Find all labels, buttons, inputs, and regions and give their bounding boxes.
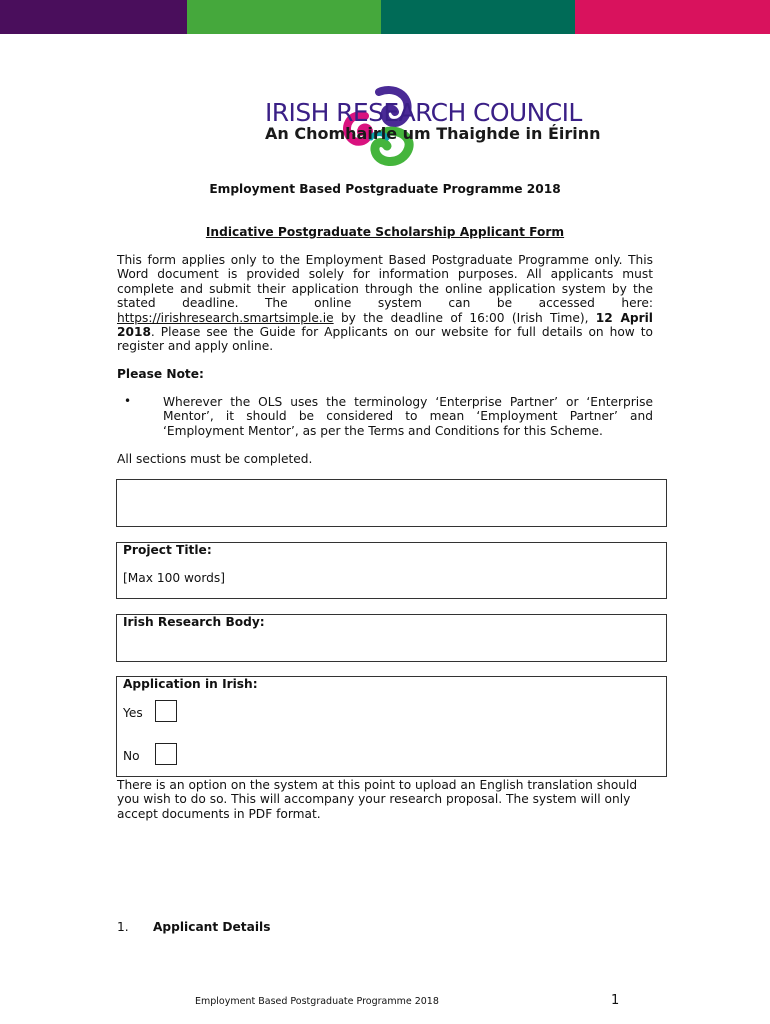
bullet-icon: • bbox=[124, 394, 132, 408]
page-title: Employment Based Postgraduate Programme 2018 bbox=[209, 182, 561, 196]
irish-application-box bbox=[116, 676, 667, 777]
logo-title: IRISH RESEARCH COUNCIL bbox=[265, 98, 582, 127]
footer-text: Employment Based Postgraduate Programme 2018 bbox=[195, 996, 439, 1007]
page-number: 1 bbox=[611, 993, 620, 1008]
note-title: Please Note: bbox=[117, 367, 204, 381]
project-title-box[interactable] bbox=[116, 542, 667, 599]
smartsimple-link[interactable]: https://irishresearch.smartsimple.ie bbox=[117, 310, 334, 325]
intro-text-3: . Please see the Guide for Applicants on our website for full details on how to register and apply online. bbox=[117, 325, 653, 354]
bar-green bbox=[187, 0, 381, 34]
form-subtitle: Indicative Postgraduate Scholarship Applicant Form bbox=[205, 225, 565, 239]
translation-note: There is an option on the system at this point to upload an English translation should you wish to do so. This will accompany your research proposal. The system will only accept documents in PDF format. bbox=[117, 778, 638, 821]
intro-paragraph bbox=[117, 253, 653, 354]
section-number: 1. bbox=[117, 920, 129, 934]
note-bullet-text: Wherever the OLS uses the terminology ‘Enterprise Partner’ or ‘Enterprise Mentor’, it should be considered to mean ‘Employment Partner’ and ‘Employment Mentor’, as per the Terms and Conditions for this Scheme. bbox=[163, 395, 653, 438]
irish-application-label: Application in Irish: bbox=[123, 677, 258, 691]
deadline-date: 12 April 2018 bbox=[117, 310, 653, 340]
top-color-bar bbox=[0, 0, 770, 34]
yes-label: Yes bbox=[123, 706, 143, 720]
research-body-box[interactable] bbox=[116, 614, 667, 662]
yes-checkbox[interactable] bbox=[155, 700, 177, 722]
no-label: No bbox=[123, 749, 140, 763]
no-checkbox[interactable] bbox=[155, 743, 177, 765]
bar-magenta bbox=[575, 0, 770, 34]
all-sections-note: All sections must be completed. bbox=[117, 452, 313, 466]
intro-text-2: by the deadline of 16:00 (Irish Time), bbox=[333, 310, 596, 325]
project-title-label: Project Title: bbox=[123, 543, 212, 557]
blank-field-box[interactable] bbox=[116, 479, 667, 527]
logo-subtitle: An Chomhairle um Thaighde in Éirinn bbox=[265, 124, 601, 143]
project-title-hint: [Max 100 words] bbox=[123, 571, 226, 585]
intro-text-1: This form applies only to the Employment Based Postgraduate Programme only. This Word document is provided solely for information purposes. All applicants must complete and submit their application through the online application system by the stated deadline. The online system can be accessed here: bbox=[117, 253, 653, 311]
bar-purple bbox=[0, 0, 187, 34]
bar-teal bbox=[381, 0, 575, 34]
section-title: Applicant Details bbox=[153, 920, 271, 934]
research-body-label: Irish Research Body: bbox=[123, 615, 265, 629]
